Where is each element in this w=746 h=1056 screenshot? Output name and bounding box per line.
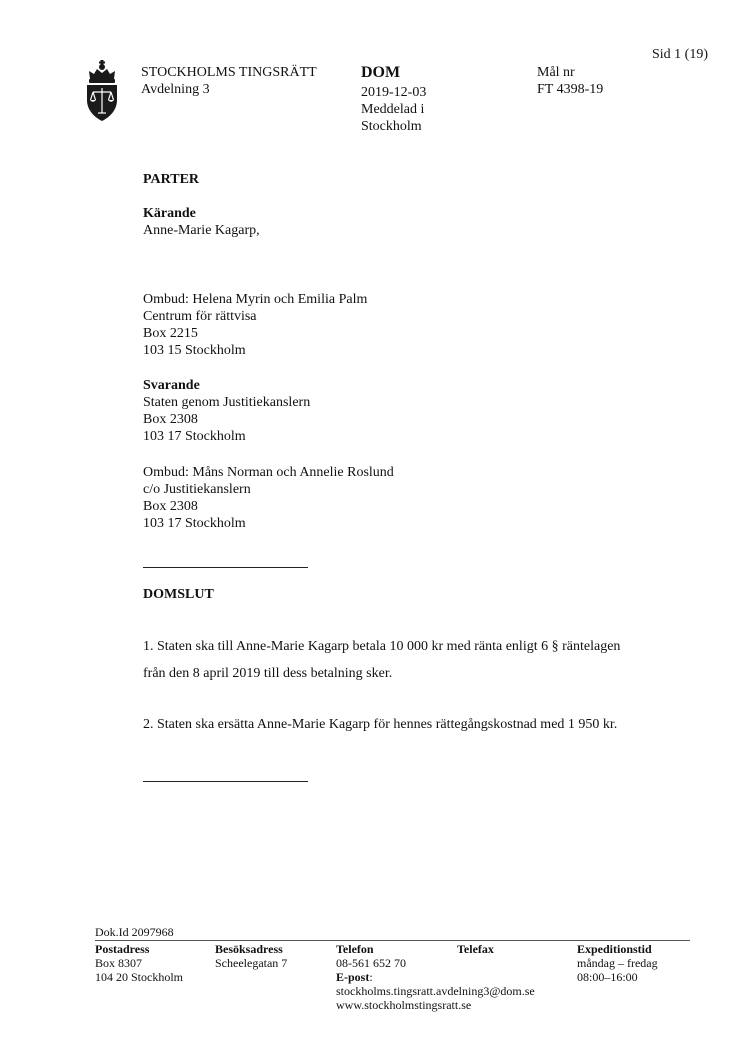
email-label-colon: : [369, 970, 373, 984]
fax-label: Telefax [457, 942, 494, 956]
email-address[interactable]: stockholms.tingsratt.avdelning3@dom.se [336, 984, 535, 998]
defendant-line: Staten genom Justitiekanslern [143, 395, 311, 410]
judgment-date-block [361, 84, 426, 135]
section-divider [143, 567, 308, 568]
hours-label: Expeditionstid [577, 942, 652, 956]
plaintiff-block [143, 205, 260, 239]
issued-place: Stockholm [361, 119, 422, 134]
section-divider [143, 781, 308, 782]
court-crest-logo [84, 60, 120, 122]
ruling-heading: DOMSLUT [143, 587, 214, 602]
email-label: E-post [336, 970, 370, 984]
footer-hours [577, 942, 658, 984]
plaintiff-counsel-line: 103 15 Stockholm [143, 343, 246, 358]
case-number: FT 4398-19 [537, 82, 604, 97]
defendant-counsel-block [143, 464, 394, 532]
footer-postal [95, 942, 183, 984]
defendant-line: Box 2308 [143, 412, 198, 427]
plaintiff-name: Anne-Marie Kagarp, [143, 223, 260, 238]
document-type: DOM [361, 64, 401, 81]
parties-heading: PARTER [143, 172, 200, 187]
ruling-item-1 [143, 638, 620, 682]
footer-rule [95, 940, 690, 941]
postal-line: 104 20 Stockholm [95, 970, 184, 984]
postal-line: Box 8307 [95, 956, 143, 970]
phone-label: Telefon [336, 942, 374, 956]
case-number-label: Mål nr [537, 65, 575, 80]
defendant-block [143, 377, 310, 445]
defendant-counsel-line: Ombud: Måns Norman och Annelie Roslund [143, 465, 394, 480]
phone-number: 08-561 652 70 [336, 956, 406, 970]
defendant-label: Svarande [143, 378, 200, 393]
page-number: Sid 1 (19) [652, 47, 708, 62]
visit-address: Scheelegatan 7 [215, 956, 288, 970]
case-number-block [537, 64, 603, 98]
defendant-counsel-line: Box 2308 [143, 499, 198, 514]
defendant-counsel-line: 103 17 Stockholm [143, 516, 246, 531]
visit-label: Besöksadress [215, 942, 283, 956]
document-id: Dok.Id 2097968 [95, 925, 174, 939]
court-division: Avdelning 3 [141, 82, 210, 97]
footer-visit [215, 942, 287, 970]
ruling-item-1-line: 1. Staten ska till Anne-Marie Kagarp betala 10 000 kr med ränta enligt 6 § räntelagen [143, 639, 621, 654]
plaintiff-label: Kärande [143, 206, 196, 221]
ruling-item-1-line: från den 8 april 2019 till dess betalning sker. [143, 666, 393, 681]
plaintiff-counsel-line: Box 2215 [143, 326, 198, 341]
court-header [141, 64, 317, 98]
plaintiff-counsel-line: Ombud: Helena Myrin och Emilia Palm [143, 292, 368, 307]
court-name: STOCKHOLMS TINGSRÄTT [141, 65, 317, 80]
footer-contact [336, 942, 535, 1012]
defendant-counsel-line: c/o Justitiekanslern [143, 482, 251, 497]
postal-label: Postadress [95, 942, 150, 956]
plaintiff-counsel-block [143, 291, 367, 359]
judgment-date: 2019-12-03 [361, 85, 427, 100]
hours-days: måndag – fredag [577, 956, 658, 970]
hours-time: 08:00–16:00 [577, 970, 638, 984]
defendant-line: 103 17 Stockholm [143, 429, 246, 444]
plaintiff-counsel-line: Centrum för rättvisa [143, 309, 257, 324]
issued-label: Meddelad i [361, 102, 425, 117]
ruling-item-2: 2. Staten ska ersätta Anne-Marie Kagarp för hennes rättegångskostnad med 1 950 kr. [143, 717, 618, 732]
website-link[interactable]: www.stockholmstingsratt.se [336, 998, 472, 1012]
